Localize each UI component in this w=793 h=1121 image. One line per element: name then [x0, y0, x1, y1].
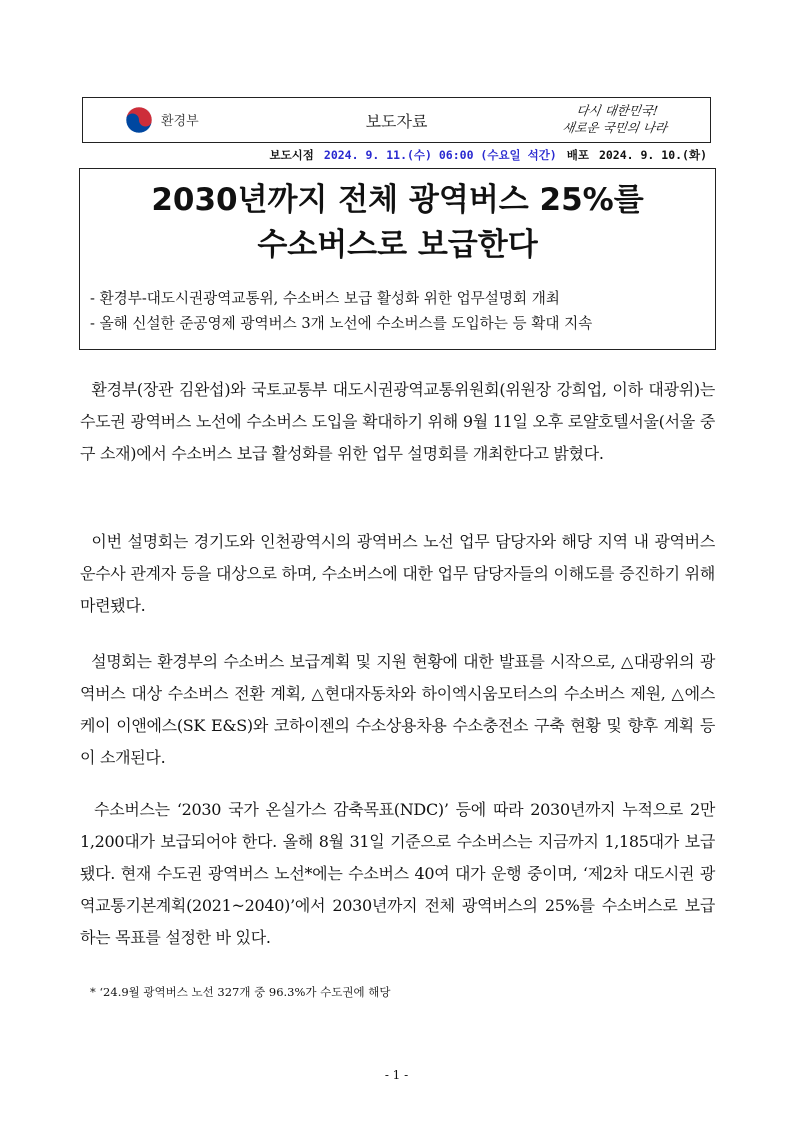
distribution-date: 2024. 9. 10.(화) — [598, 148, 707, 162]
subheadline-2: - 올해 신설한 준공영제 광역버스 3개 노선에 수소버스를 도입하는 등 확대 지속 — [90, 315, 593, 332]
paragraph-4 — [80, 794, 715, 954]
ministry-name: 환경부 — [161, 114, 199, 129]
paragraph-2 — [80, 526, 715, 622]
paragraph-3 — [80, 646, 715, 774]
slogan-line-1: 다시 대한민국! — [575, 103, 659, 118]
headline-box — [79, 168, 716, 350]
release-info — [82, 146, 711, 164]
headline-line-1: 2030년까지 전체 광역버스 25%를 — [151, 182, 644, 218]
paragraph-1 — [80, 374, 715, 470]
paragraph-2-text: 이번 설명회는 경기도와 인천광역시의 광역버스 노선 업무 담당자와 해당 지역 내 광역버스 운수사 관계자 등을 대상으로 하며, 수소버스에 대한 업무 담당자들의 이해도를 증진하기 위해 마련됐다. — [80, 532, 715, 615]
footnote: * ‘24.9월 광역버스 노선 327개 중 96.3%가 수도권에 해당 — [90, 985, 391, 999]
subheadlines — [90, 286, 705, 336]
paragraph-3-text: 설명회는 환경부의 수소버스 보급계획 및 지원 현황에 대한 발표를 시작으로, △대광위의 광역버스 대상 수소버스 전환 계획, △현대자동차와 하이엑시움모터스의 수소버스 제원, △에스케이 이앤에스(SK E&S)와 코하이젠의 수소상용차용 수소충전소 구축 현황 및 향후 계획 등이 소개된다. — [80, 652, 715, 767]
letterhead — [82, 97, 711, 143]
paragraph-4-text: 수소버스는 ‘2030 국가 온실가스 감축목표(NDC)’ 등에 따라 2030년까지 누적으로 2만 1,200대가 보급되어야 한다. 올해 8월 31일 기준으로 수소버스는 지금까지 1,185대가 보급됐다. 현재 수도권 광역버스 노선*에는 수소버스 40여 대가 운행 중이며, ‘제2차 대도시권 광역교통기본계획(2021~2040)’에서 2030년까지 전체 광역버스의 25%를 수소버스로 보급하는 목표를 설정한 바 있다. — [80, 800, 715, 947]
government-slogan — [534, 102, 699, 136]
page-number: - 1 - — [384, 1068, 409, 1082]
subheadline-1: - 환경부-대도시권광역교통위, 수소버스 보급 활성화 위한 업무설명회 개최 — [90, 290, 560, 307]
paragraph-1-text: 환경부(장관 김완섭)와 국토교통부 대도시권광역교통위원회(위원장 강희업, 이하 대광위)는 수도권 광역버스 노선에 수소버스 도입을 확대하기 위해 9월 11일 오후 로얄호텔서울(서울 중구 소재)에서 수소버스 보급 활성화를 위한 업무 설명회를 개최한다고 밝혔다. — [80, 380, 715, 463]
distribution-label: 배포 — [566, 148, 589, 162]
headline-line-2: 수소버스로 보급한다 — [257, 227, 538, 263]
embargo-time: 2024. 9. 11.(수) 06:00 (수요일 석간) — [323, 148, 557, 162]
headline — [80, 178, 715, 268]
release-time-label: 보도시점 — [269, 148, 314, 162]
slogan-line-2: 새로운 국민의 나라 — [561, 120, 669, 135]
document-type: 보도자료 — [365, 112, 428, 131]
